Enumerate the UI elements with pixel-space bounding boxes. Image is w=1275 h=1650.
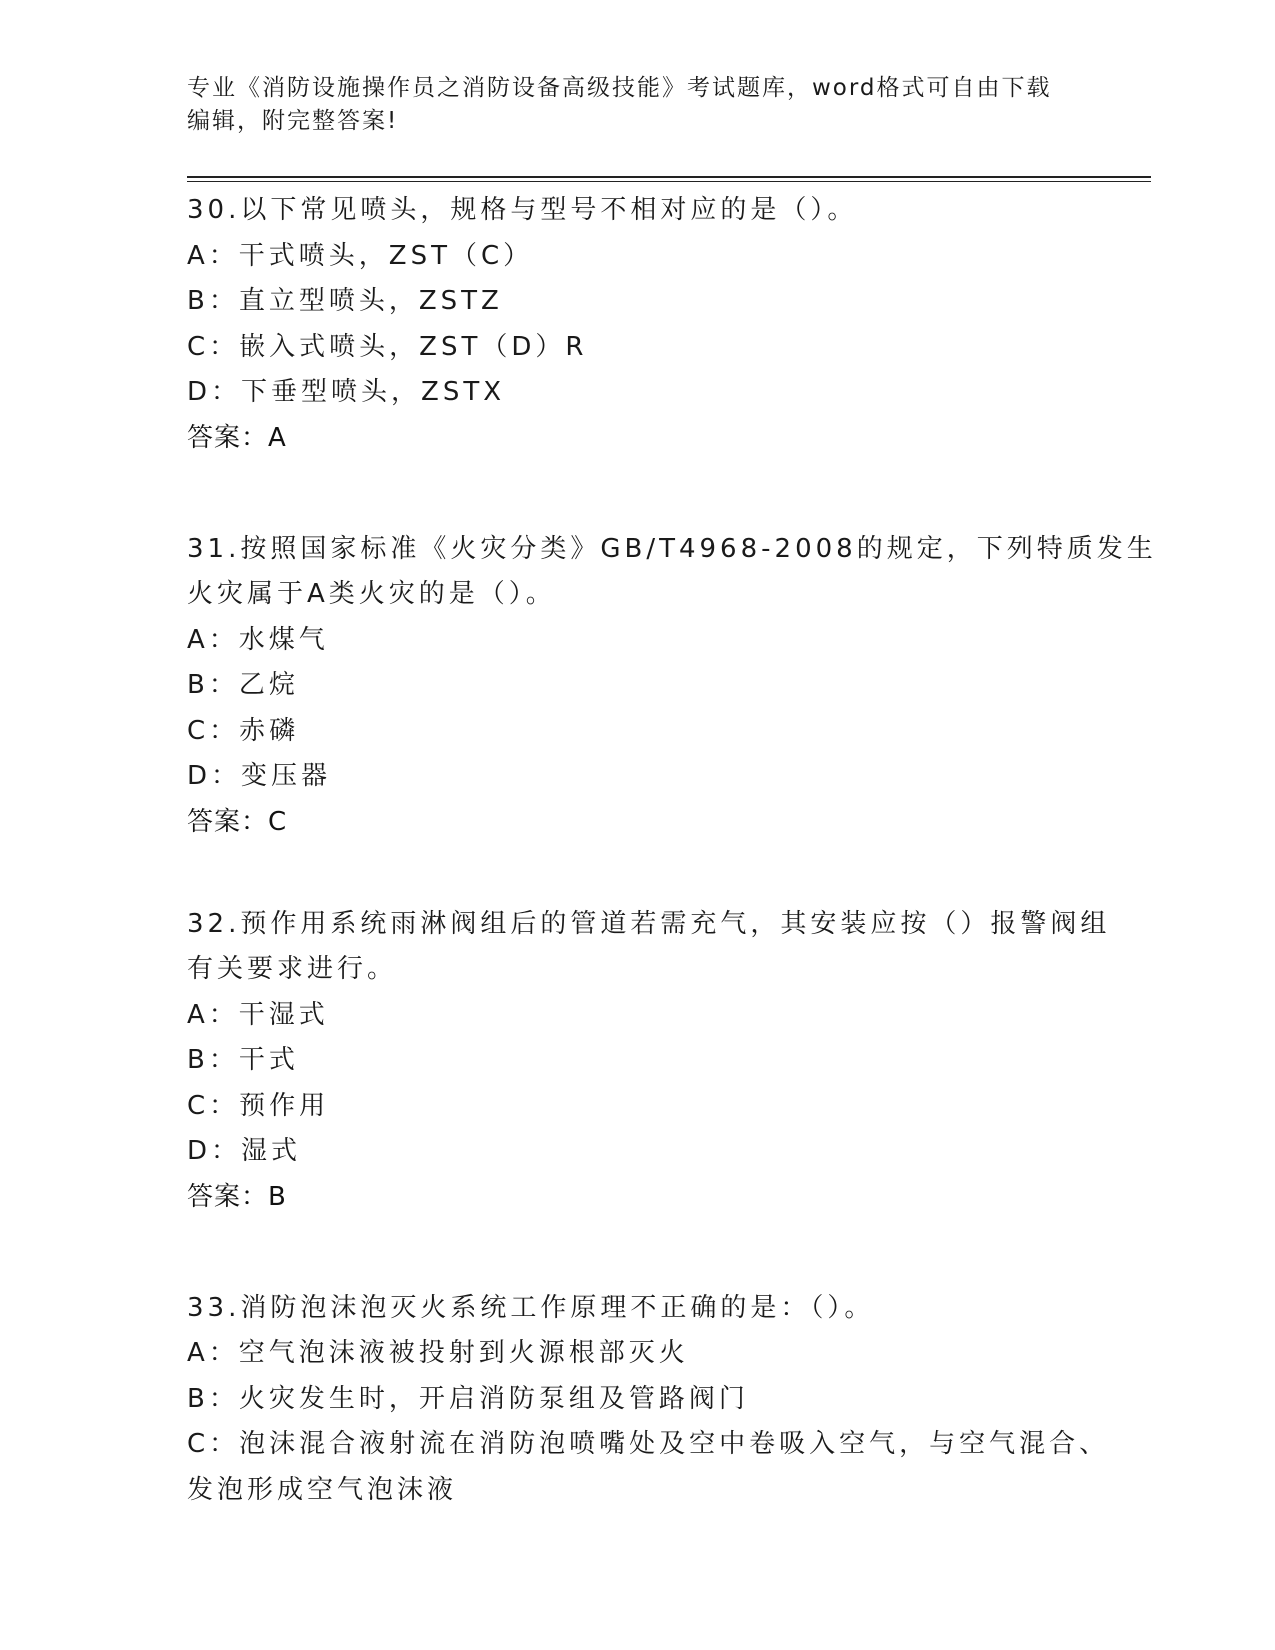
option-a: A：干式喷头，ZST（C） bbox=[187, 240, 534, 271]
question-30 bbox=[187, 188, 1067, 461]
option-b: B：干式 bbox=[187, 1045, 299, 1075]
question-list bbox=[187, 188, 1157, 1513]
option-a: A：干湿式 bbox=[187, 999, 329, 1030]
header-divider-top bbox=[187, 176, 1151, 178]
answer-label: 答案：A bbox=[187, 422, 287, 453]
question-33 bbox=[187, 1286, 1110, 1514]
option-c: C：赤磷 bbox=[187, 715, 300, 746]
question-gap bbox=[187, 507, 1067, 527]
question-stem: 32.预作用系统雨淋阀组后的管道若需充气，其安装应按（）报警阀组 bbox=[187, 908, 1111, 939]
option-b: B：火灾发生时，开启消防泵组及管路阀门 bbox=[187, 1383, 749, 1414]
option-d: D：湿式 bbox=[187, 1136, 302, 1166]
question-31 bbox=[187, 527, 1157, 846]
option-c: C：嵌入式喷头，ZST（D）R bbox=[187, 331, 588, 362]
option-d: D：下垂型喷头，ZSTX bbox=[187, 377, 506, 407]
option-c: C：预作用 bbox=[187, 1090, 330, 1121]
question-stem: 33.消防泡沫泡灭火系统工作原理不正确的是：（）。 bbox=[187, 1292, 875, 1323]
option-b: B：乙烷 bbox=[187, 670, 299, 700]
question-gap bbox=[187, 1220, 1067, 1266]
answer-label: 答案：B bbox=[187, 1181, 287, 1212]
question-stem-continued: 火灾属于A类火灾的是（）。 bbox=[187, 579, 556, 609]
question-gap bbox=[187, 891, 1067, 902]
document-header: 专业《消防设施操作员之消防设备高级技能》考试题库，word格式可自由下载编辑，附完整答案! bbox=[187, 75, 1052, 134]
question-gap bbox=[187, 845, 1067, 891]
option-b: B：直立型喷头，ZSTZ bbox=[187, 286, 503, 316]
option-c: C：泡沫混合液射流在消防泡喷嘴处及空中卷吸入空气，与空气混合、 bbox=[187, 1429, 1110, 1459]
question-stem: 30.以下常见喷头，规格与型号不相对应的是（）。 bbox=[187, 195, 858, 225]
question-stem: 31.按照国家标准《火灾分类》GB/T4968-2008的规定，下列特质发生 bbox=[187, 533, 1157, 564]
answer-label: 答案：C bbox=[187, 806, 288, 837]
question-stem-continued: 有关要求进行。 bbox=[187, 954, 398, 984]
question-gap bbox=[187, 461, 1067, 507]
question-gap bbox=[187, 1266, 1067, 1286]
option-a: A：空气泡沫液被投射到火源根部灭火 bbox=[187, 1338, 689, 1368]
question-32 bbox=[187, 902, 1111, 1221]
header-divider-bottom bbox=[187, 181, 1151, 182]
option-a: A：水煤气 bbox=[187, 624, 329, 655]
option-c-continued: 发泡形成空气泡沫液 bbox=[187, 1474, 458, 1505]
option-d: D：变压器 bbox=[187, 761, 332, 791]
